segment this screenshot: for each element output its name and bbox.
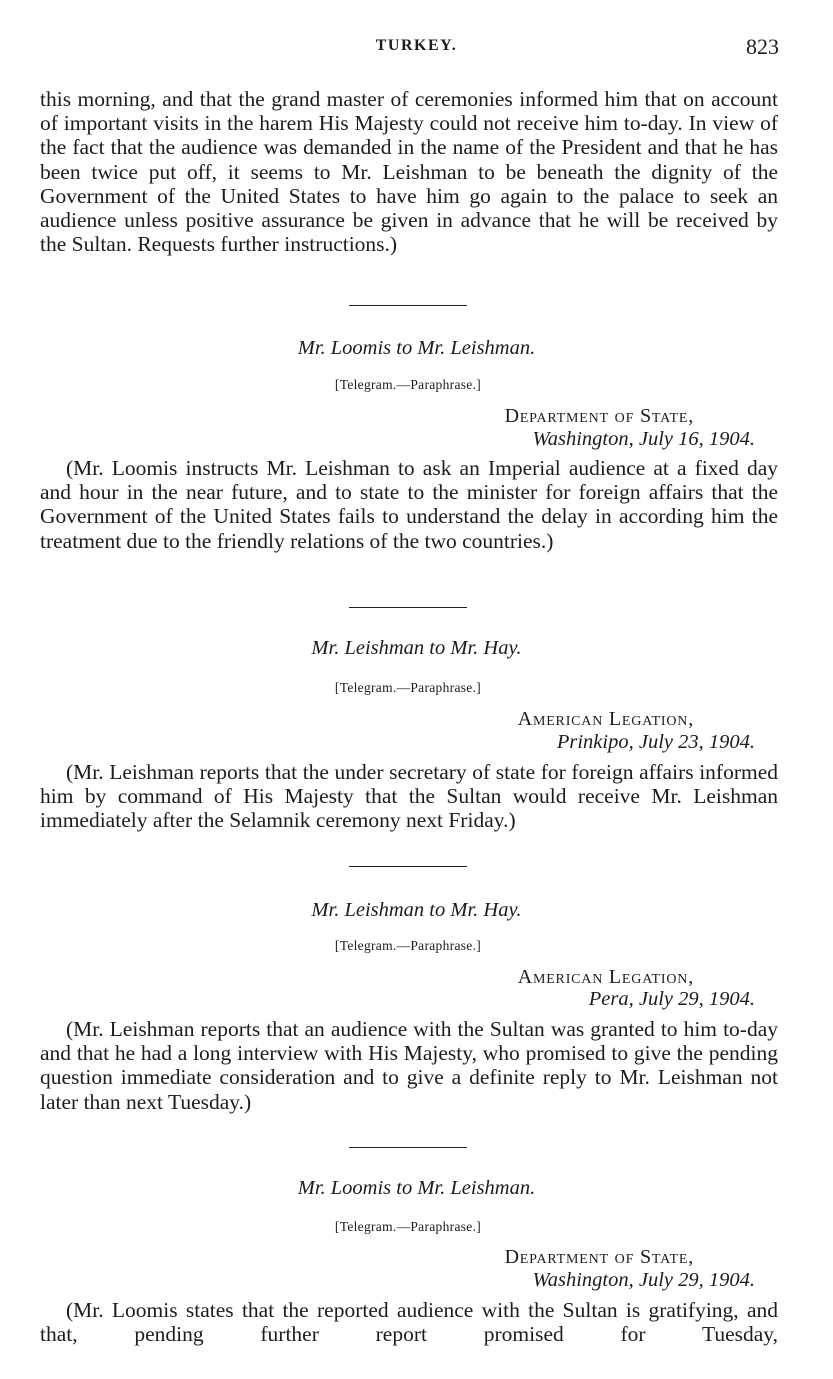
sender-office: Department of State, [504,405,694,427]
running-head: TURKEY. [375,37,458,54]
document-body: (Mr. Leishman reports that an audience with the Sultan was granted to him to-day and that he had a long interview with His Majesty, who promised to give the pending question immediate consideration and to give a definite reply to Mr. Leishman not later than next Tuesday.) [40,1017,778,1114]
telegram-note: [Telegram.—Paraphrase.] [334,1219,482,1234]
place-date: Washington, July 29, 1904. [532,1269,755,1291]
page-number: 823 [746,34,779,59]
telegram-note: [Telegram.—Paraphrase.] [334,680,482,695]
place-date: Prinkipo, July 23, 1904. [556,731,755,753]
place-date: Washington, July 16, 1904. [532,428,755,450]
sender-office: American Legation, [517,708,694,730]
sender-office: Department of State, [504,1246,694,1268]
telegram-note: [Telegram.—Paraphrase.] [334,377,482,392]
document-body: (Mr. Loomis instructs Mr. Leishman to ask an Imperial audience at a fixed day and hour in the near future, and to state to the minister for foreign affairs that the Government of the United States fails to understand the delay in according him the treatment due to the friendly relations of the two countries.) [40,456,778,553]
document-heading: Mr. Leishman to Mr. Hay. [311,637,522,659]
section-divider [349,866,467,867]
document-body: (Mr. Leishman reports that the under secretary of state for foreign affairs informed him by command of His Majesty that the Sultan would receive Mr. Leishman immediately after the Selamnik ceremony next Friday.) [40,760,778,833]
document-heading: Mr. Loomis to Mr. Leishman. [297,1177,536,1199]
page-header [0,34,833,64]
section-divider [349,607,467,608]
section-divider [349,305,467,306]
section-divider [349,1147,467,1148]
document-body: (Mr. Loomis states that the reported audience with the Sultan is gratifying, and that, pending further report promised for Tuesday, [40,1298,778,1347]
opening-paragraph: this morning, and that the grand master of ceremonies informed him that on account of important visits in the harem His Majesty could not receive him to-day. In view of the fact that the audience was demanded in the name of the President and that he has been twice put off, it seems to Mr. Leishman to be beneath the dignity of the Government of the United States to have him go again to the palace to seek an audience unless positive assurance be given in advance that he will be received by the Sultan. Requests further instructions.) [40,87,778,257]
telegram-note: [Telegram.—Paraphrase.] [334,938,482,953]
document-heading: Mr. Loomis to Mr. Leishman. [297,337,536,359]
place-date: Pera, July 29, 1904. [588,988,755,1010]
document-heading: Mr. Leishman to Mr. Hay. [311,899,522,921]
sender-office: American Legation, [517,966,694,988]
